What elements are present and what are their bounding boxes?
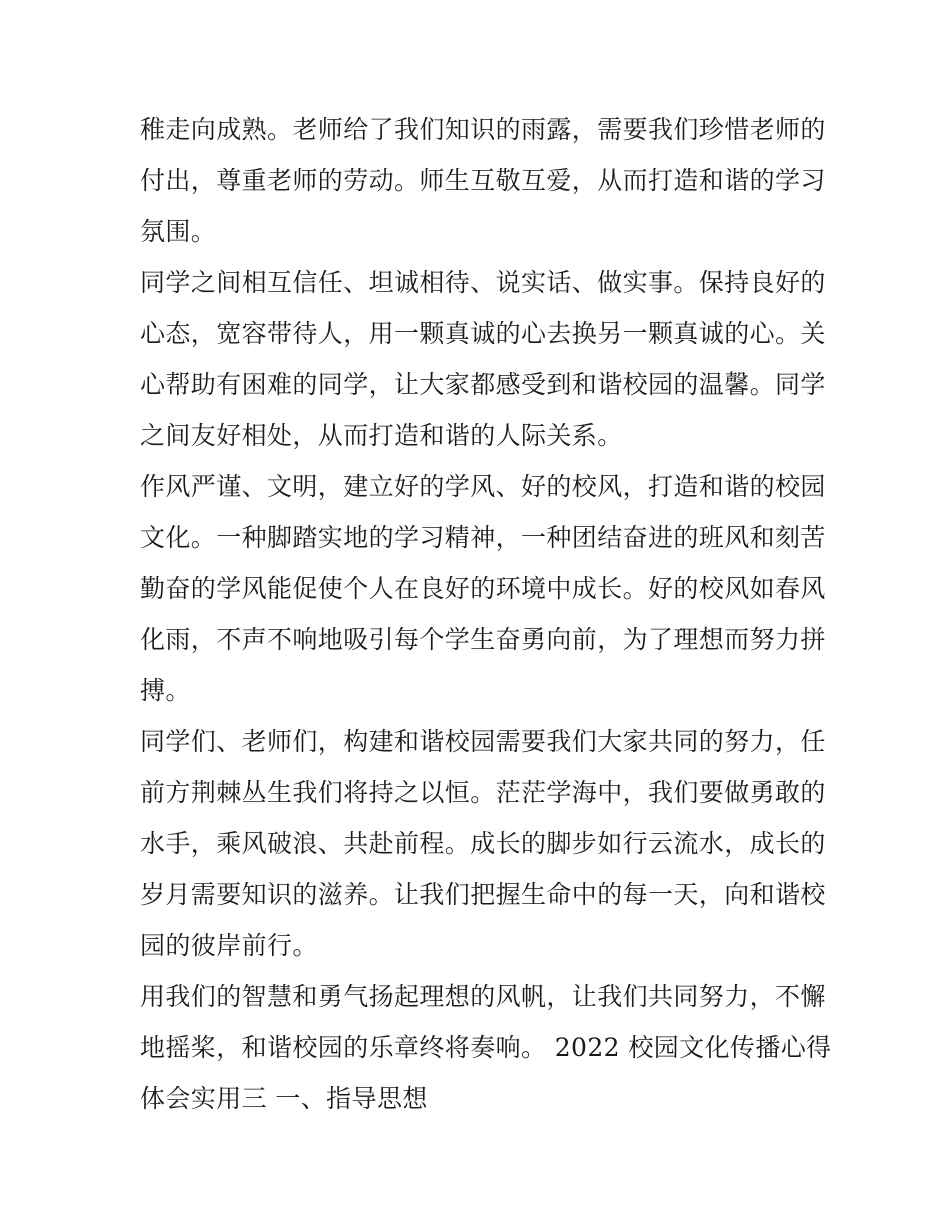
text-line: 之间友好相处，从而打造和谐的人际关系。 xyxy=(140,421,623,450)
text-line: 付出，尊重老师的劳动。师生互敬互爱，从而打造和谐的学习 xyxy=(140,166,826,195)
text-line: 文化。一种脚踏实地的学习精神，一种团结奋进的班风和刻苦 xyxy=(140,523,826,552)
text-line: 心帮助有困难的同学，让大家都感受到和谐校园的温馨。同学 xyxy=(140,370,826,399)
text-line: 同学们、老师们，构建和谐校园需要我们大家共同的努力，任 xyxy=(140,727,826,756)
text-line: 园的彼岸前行。 xyxy=(140,931,318,960)
text-line: 化雨，不声不响地吸引每个学生奋勇向前，为了理想而努力拼 xyxy=(140,625,826,654)
text-line: 用我们的智慧和勇气扬起理想的风帆，让我们共同努力，不懈 xyxy=(140,982,826,1011)
document-body xyxy=(140,104,832,1124)
text-line: 作风严谨、文明，建立好的学风、好的校风，打造和谐的校园 xyxy=(140,472,826,501)
text-line: 搏。 xyxy=(140,676,191,705)
text-line: 同学之间相互信任、坦诚相待、说实话、做实事。保持良好的 xyxy=(140,268,826,297)
text-line: 岁月需要知识的滋养。让我们把握生命中的每一天，向和谐校 xyxy=(140,880,826,909)
text-line: 水手，乘风破浪、共赴前程。成长的脚步如行云流水，成长的 xyxy=(140,829,826,858)
text-line: 前方荆棘丛生我们将持之以恒。茫茫学海中，我们要做勇敢的 xyxy=(140,778,826,807)
text-line: 体会实用三 一、指导思想 xyxy=(140,1084,428,1113)
text-line: 氛围。 xyxy=(140,217,217,246)
text-line: 勤奋的学风能促使个人在良好的环境中成长。好的校风如春风 xyxy=(140,574,826,603)
text-line: 地摇桨，和谐校园的乐章终将奏响。 2022 校园文化传播心得 xyxy=(140,1033,832,1062)
text-line: 稚走向成熟。老师给了我们知识的雨露，需要我们珍惜老师的 xyxy=(140,115,826,144)
text-line: 心态，宽容带待人，用一颗真诚的心去换另一颗真诚的心。关 xyxy=(140,319,826,348)
